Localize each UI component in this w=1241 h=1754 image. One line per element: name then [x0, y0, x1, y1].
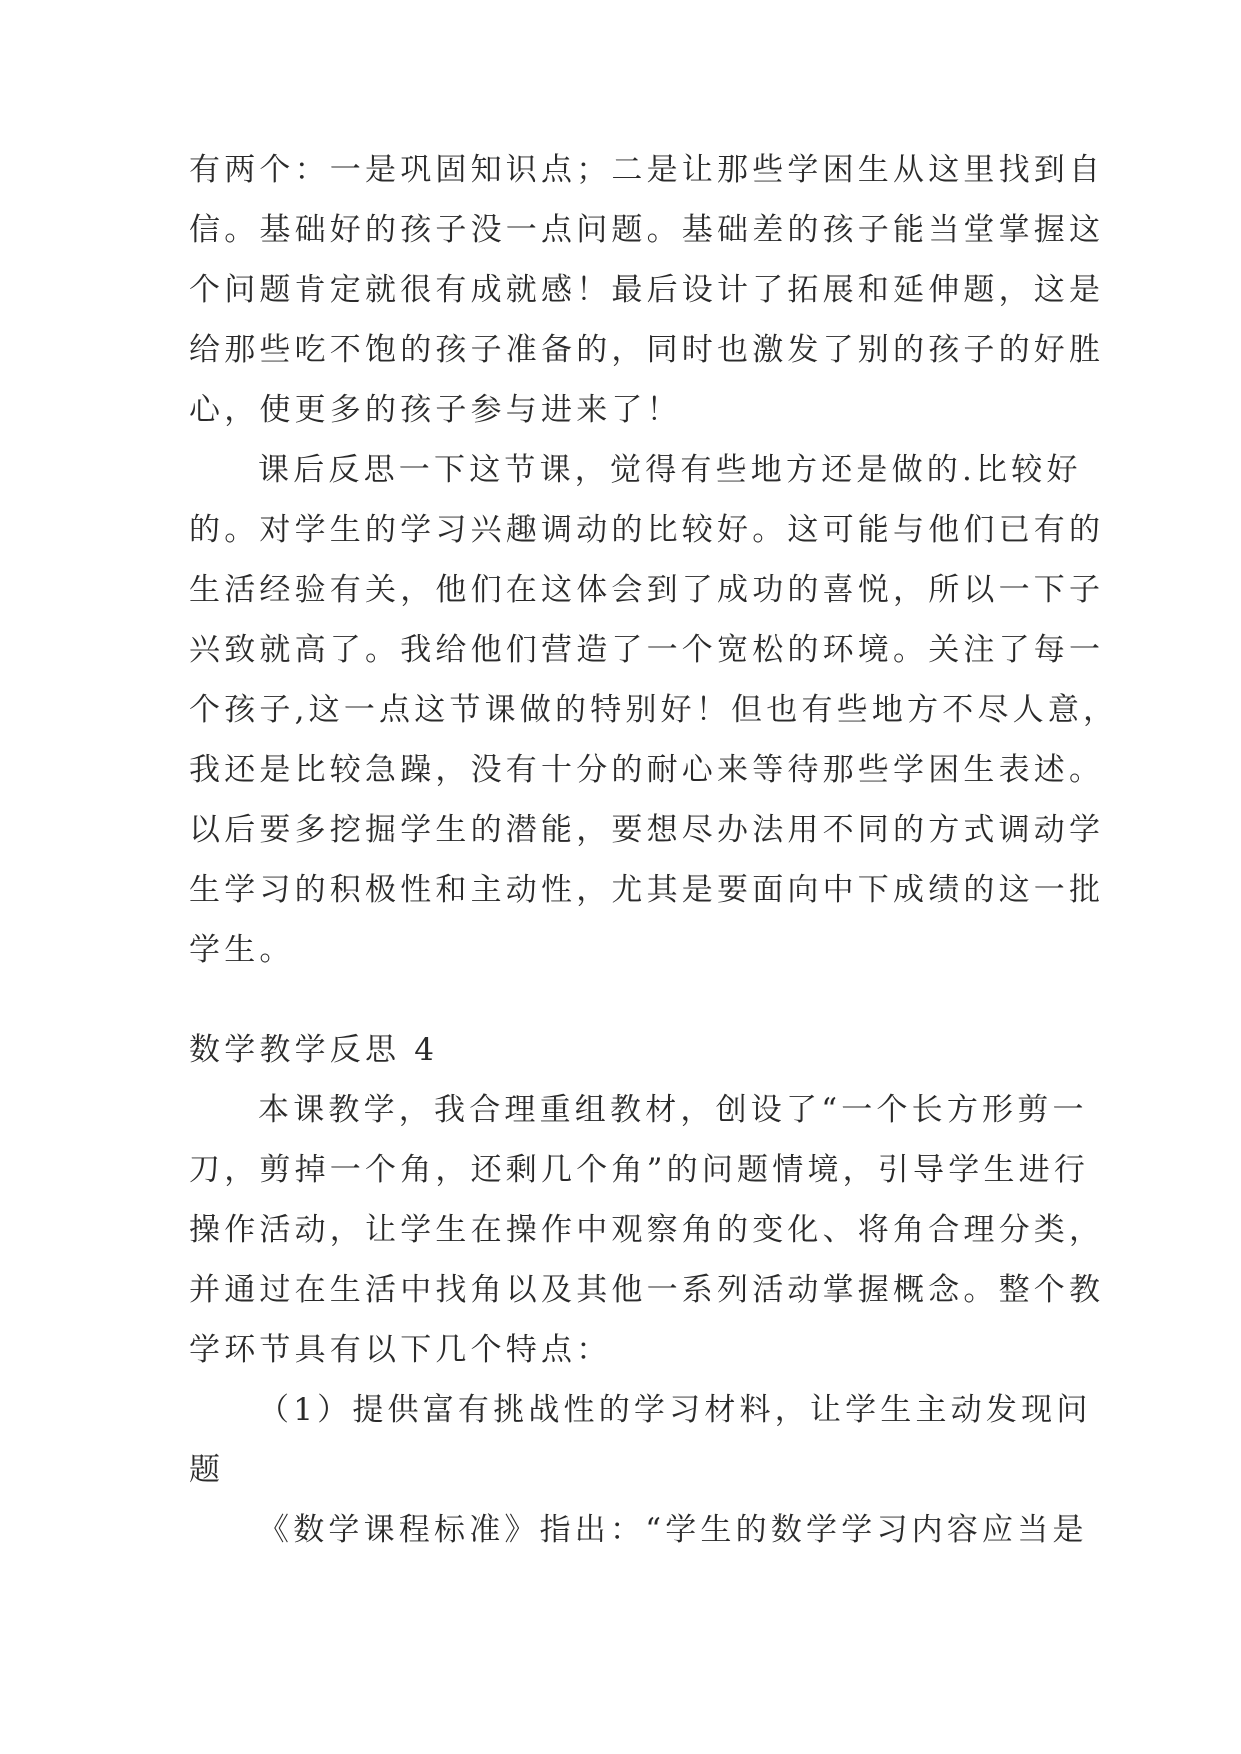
text-line: 有两个：一是巩固知识点；二是让那些学困生从这里找到自 — [189, 152, 1105, 188]
text-line: 刀，剪掉一个角，还剩几个角”的问题情境，引导学生进行 — [189, 1152, 1090, 1188]
text-line: 给那些吃不饱的孩子准备的，同时也激发了别的孩子的好胜 — [189, 332, 1105, 368]
paragraph-start-line: 课后反思一下这节课，觉得有些地方还是做的.比较好 — [258, 452, 1082, 488]
text-line: 个问题肯定就很有成就感！最后设计了拓展和延伸题，这是 — [189, 272, 1105, 308]
text-line: 学生。 — [189, 932, 295, 968]
text-line: 心，使更多的孩子参与进来了！ — [189, 392, 682, 428]
text-line: 信。基础好的孩子没一点问题。基础差的孩子能当堂掌握这 — [189, 212, 1105, 248]
text-line: 学环节具有以下几个特点： — [189, 1332, 612, 1368]
text-line: 个孩子,这一点这节课做的特别好！但也有些地方不尽人意， — [189, 692, 1119, 728]
text-line: 生活经验有关，他们在这体会到了成功的喜悦，所以一下子 — [189, 572, 1105, 608]
text-line: 兴致就高了。我给他们营造了一个宽松的环境。关注了每一 — [189, 632, 1105, 668]
paragraph-start-line: 本课教学，我合理重组教材，创设了“一个长方形剪一 — [258, 1092, 1088, 1128]
paragraph-start-line: 《数学课程标准》指出：“学生的数学学习内容应当是 — [258, 1512, 1088, 1548]
text-line: 的。对学生的学习兴趣调动的比较好。这可能与他们已有的 — [189, 512, 1105, 548]
text-line: 我还是比较急躁，没有十分的耐心来等待那些学困生表述。 — [189, 752, 1105, 788]
numbered-point-line: （1）提供富有挑战性的学习材料，让学生主动发现问 — [258, 1392, 1092, 1428]
section-heading: 数学教学反思 4 — [189, 1032, 439, 1068]
text-line: 以后要多挖掘学生的潜能，要想尽办法用不同的方式调动学 — [189, 812, 1105, 848]
text-line: 题 — [189, 1452, 225, 1488]
text-line: 生学习的积极性和主动性，尤其是要面向中下成绩的这一批 — [189, 872, 1105, 908]
text-line: 操作活动，让学生在操作中观察角的变化、将角合理分类， — [189, 1212, 1105, 1248]
text-line: 并通过在生活中找角以及其他一系列活动掌握概念。整个教 — [189, 1272, 1105, 1308]
